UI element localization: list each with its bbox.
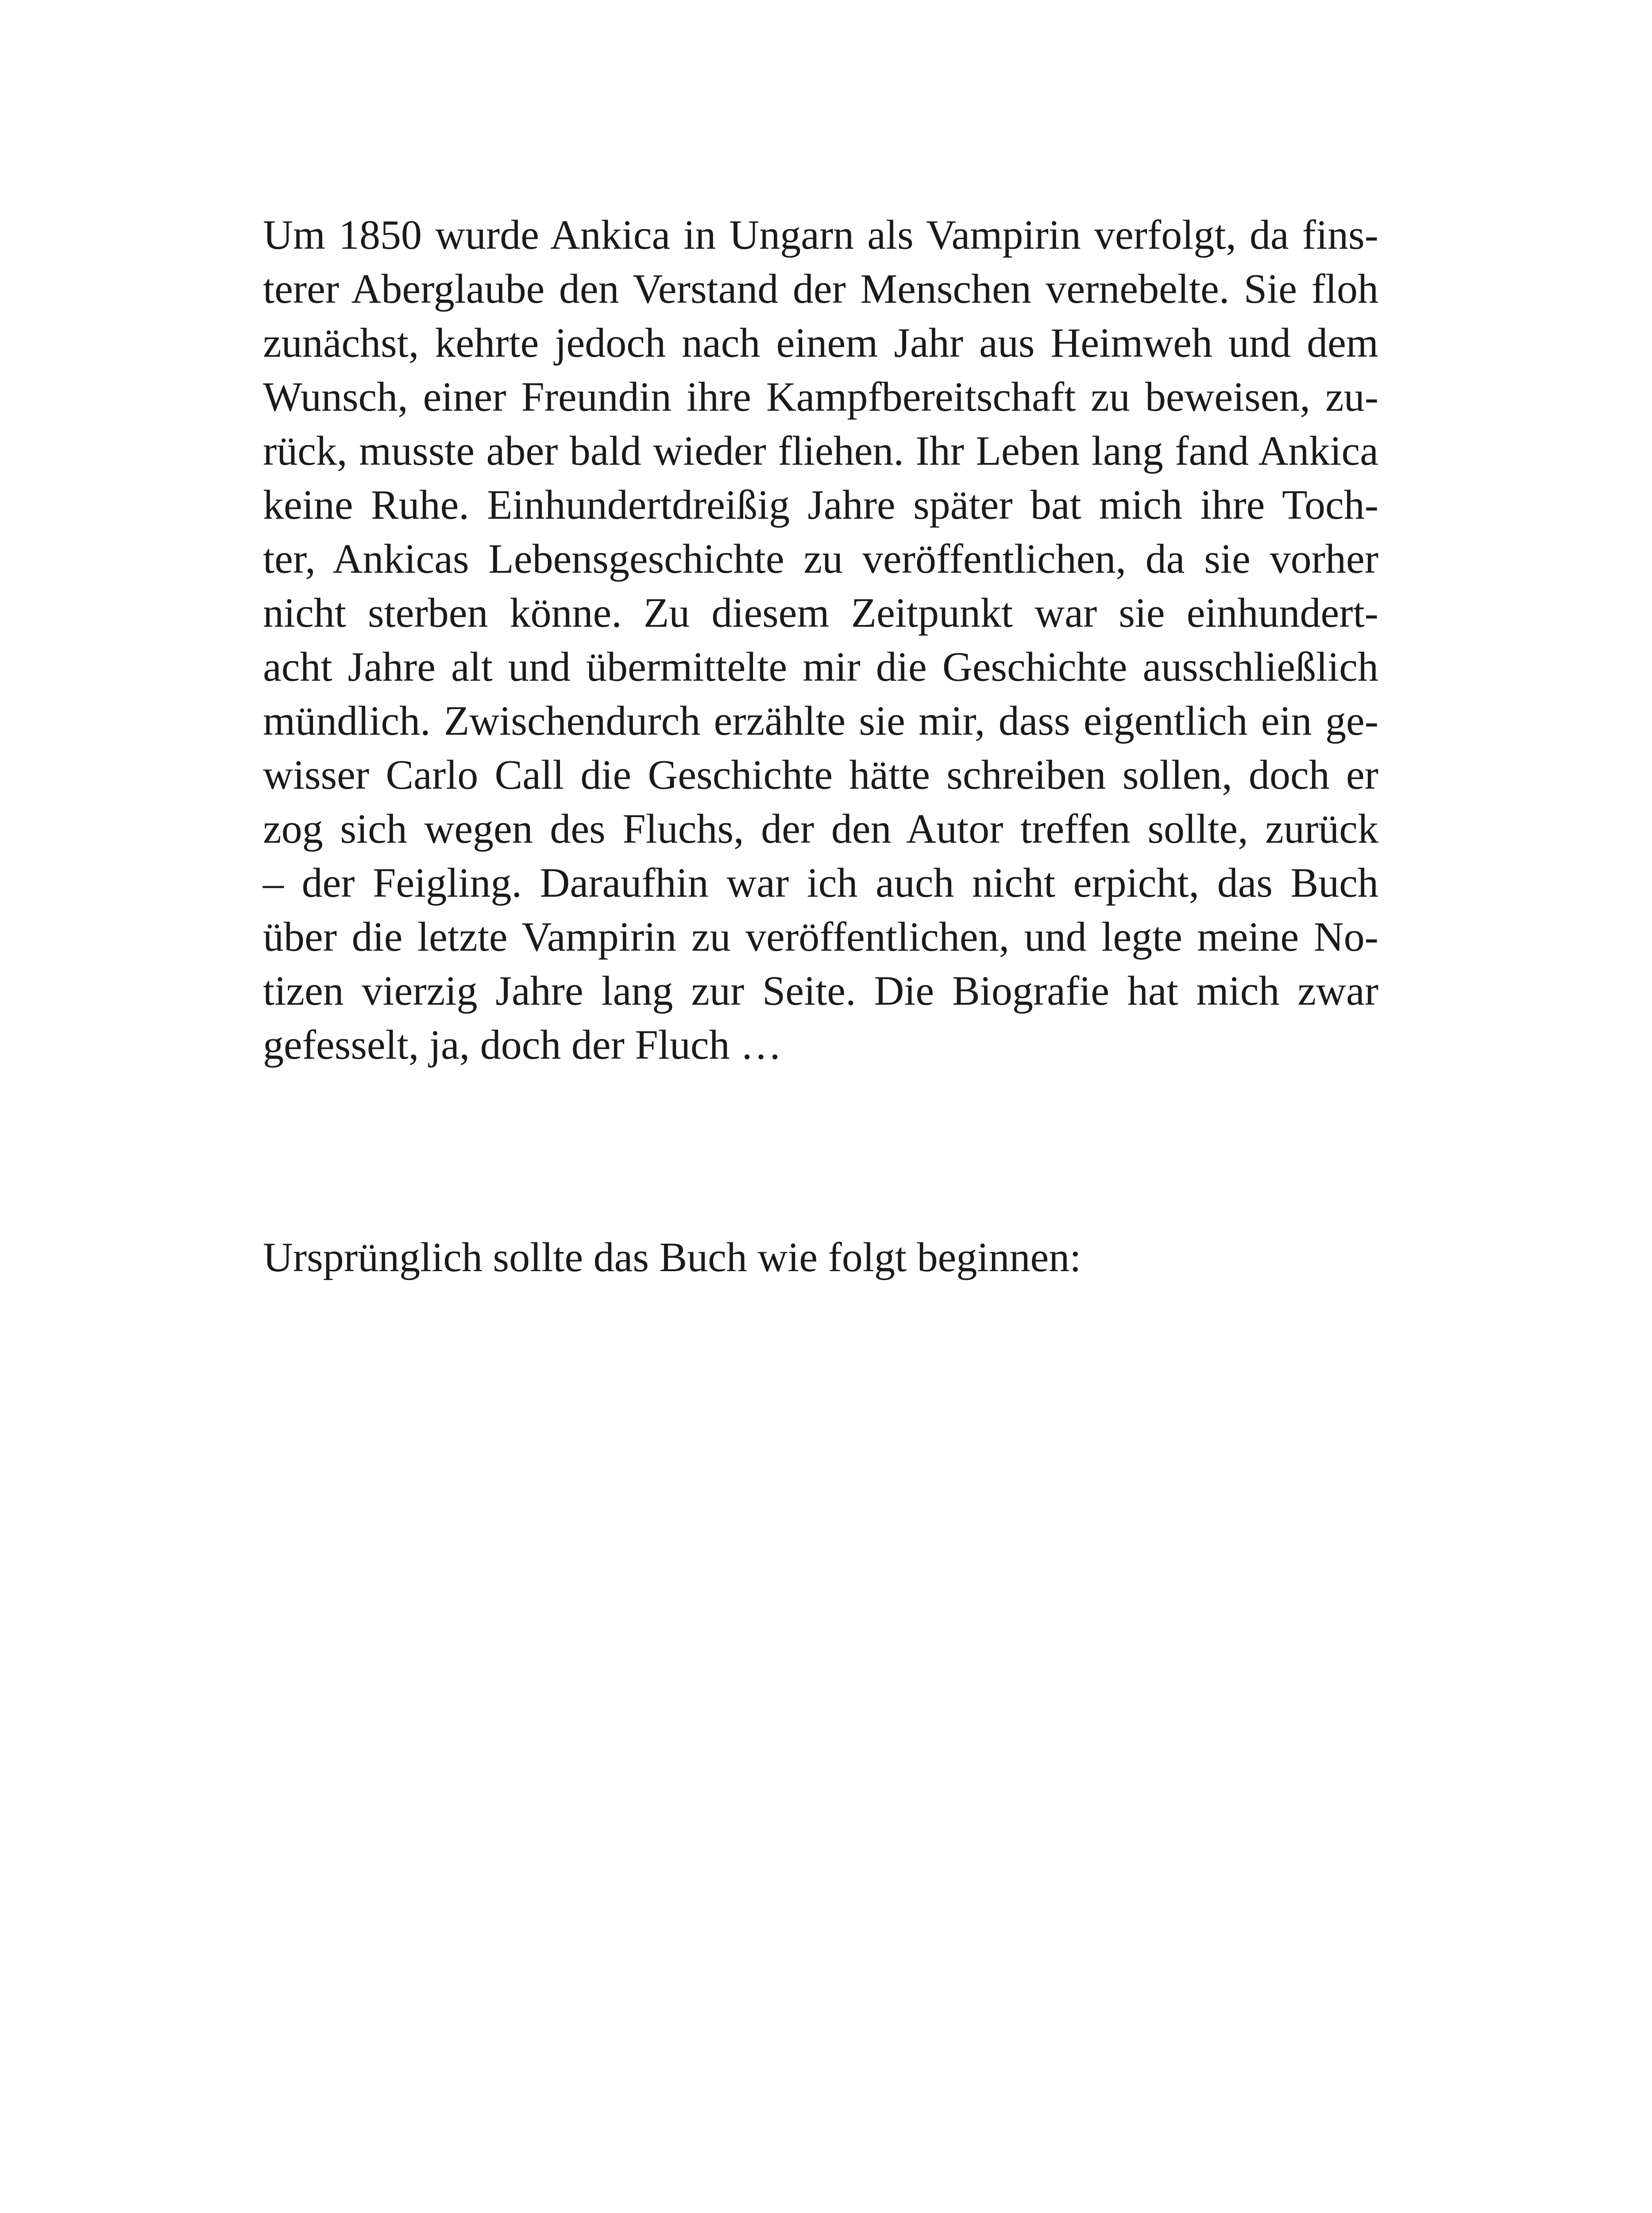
closing-paragraph bbox=[263, 1230, 1378, 1284]
text-line: zunächst, kehrte jedoch nach einem Jahr aus Heimweh und dem bbox=[263, 320, 1378, 366]
text-line: terer Aberglaube den Verstand der Menschen vernebelte. Sie floh bbox=[263, 266, 1378, 312]
text-line: – der Feigling. Daraufhin war ich auch nicht erpicht, das Buch bbox=[263, 860, 1378, 906]
text-line: ter, Ankicas Lebensgeschichte zu veröffentlichen, da sie vorher bbox=[263, 536, 1378, 582]
text-line: keine Ruhe. Einhundertdreißig Jahre später bat mich ihre Toch- bbox=[263, 482, 1378, 528]
text-line: mündlich. Zwischendurch erzählte sie mir, dass eigentlich ein ge- bbox=[263, 698, 1378, 744]
text-line: nicht sterben könne. Zu diesem Zeitpunkt war sie einhundert- bbox=[263, 590, 1378, 636]
text-line: rück, musste aber bald wieder fliehen. Ihr Leben lang fand Ankica bbox=[263, 428, 1378, 474]
text-line: über die letzte Vampirin zu veröffentlichen, und legte meine No- bbox=[263, 914, 1378, 960]
text-line: Um 1850 wurde Ankica in Ungarn als Vampirin verfolgt, da fins- bbox=[263, 212, 1378, 258]
text-line: acht Jahre alt und übermittelte mir die Geschichte ausschließlich bbox=[263, 644, 1378, 690]
intro-paragraph bbox=[263, 208, 1378, 1072]
text-line: tizen vierzig Jahre lang zur Seite. Die Biografie hat mich zwar bbox=[263, 968, 1378, 1014]
text-line: gefesselt, ja, doch der Fluch … bbox=[263, 1022, 782, 1068]
text-line: zog sich wegen des Fluchs, der den Autor treffen sollte, zurück bbox=[263, 806, 1378, 852]
text-line: Ursprünglich sollte das Buch wie folgt beginnen: bbox=[263, 1234, 1081, 1280]
text-line: Wunsch, einer Freundin ihre Kampfbereitschaft zu beweisen, zu- bbox=[263, 374, 1378, 420]
text-line: wisser Carlo Call die Geschichte hätte schreiben sollen, doch er bbox=[263, 752, 1378, 798]
